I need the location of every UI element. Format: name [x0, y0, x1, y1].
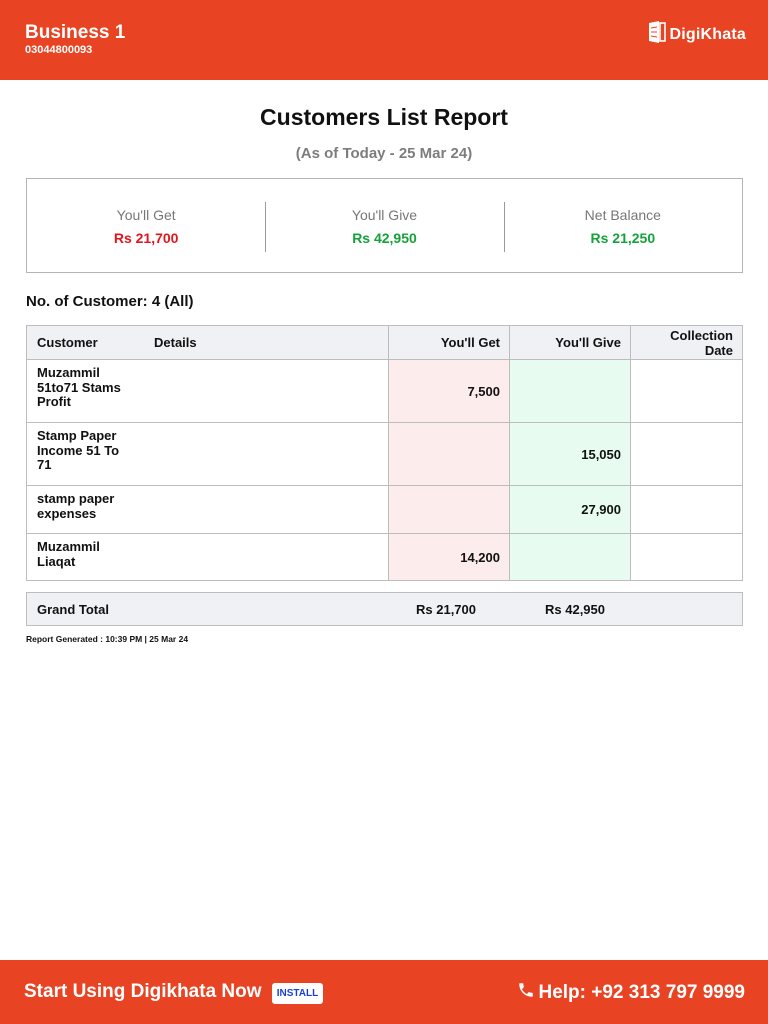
summary-box	[26, 178, 743, 273]
customer-details	[144, 423, 389, 486]
phone-icon	[517, 981, 535, 1005]
col-customer: Customer	[27, 326, 145, 360]
customer-details	[144, 360, 389, 423]
table-header-row	[27, 326, 743, 360]
row-give: 27,900	[510, 486, 631, 534]
footer-banner	[0, 960, 768, 1024]
row-collection-date	[631, 360, 743, 423]
customers-table	[26, 325, 743, 581]
row-collection-date	[631, 534, 743, 581]
customer-name: stamp paper expenses	[27, 486, 145, 534]
report-subtitle: (As of Today - 25 Mar 24)	[295, 145, 473, 162]
summary-get	[27, 179, 265, 272]
report-header	[0, 0, 768, 80]
grand-total-get: Rs 21,700	[416, 602, 476, 617]
table-row	[27, 534, 743, 581]
customer-name: Muzammil 51to71 Stams Profit	[27, 360, 145, 423]
business-phone: 03044800093	[25, 44, 93, 56]
customer-count: No. of Customer: 4 (All)	[26, 293, 194, 310]
grand-total-label: Grand Total	[37, 602, 109, 617]
business-name: Business 1	[25, 22, 126, 43]
summary-get-value: Rs 21,700	[113, 230, 179, 246]
digikhata-logo-icon	[648, 20, 666, 49]
summary-give-value: Rs 42,950	[352, 230, 417, 246]
table-row	[27, 486, 743, 534]
summary-give	[265, 179, 503, 272]
customer-name: Muzammil Liaqat	[27, 534, 145, 581]
help-link[interactable]	[517, 981, 745, 1005]
row-get: 14,200	[389, 534, 510, 581]
table-row	[27, 423, 743, 486]
brand-logo	[648, 20, 746, 49]
help-text: Help: +92 313 797 9999	[538, 982, 745, 1003]
row-collection-date	[631, 423, 743, 486]
customer-details	[144, 486, 389, 534]
col-get: You'll Get	[389, 326, 510, 360]
row-give	[510, 360, 631, 423]
summary-give-label: You'll Give	[351, 207, 418, 223]
brand-name: DigiKhata	[669, 25, 746, 43]
summary-net-value: Rs 21,250	[590, 230, 656, 246]
row-get: 7,500	[389, 360, 510, 423]
summary-net-label: Net Balance	[584, 207, 661, 223]
customer-details	[144, 534, 389, 581]
row-give	[510, 534, 631, 581]
summary-get-label: You'll Get	[116, 207, 176, 223]
col-collection-date: Collection Date	[631, 326, 743, 360]
grand-total-give: Rs 42,950	[545, 602, 605, 617]
report-generated: Report Generated : 10:39 PM | 25 Mar 24	[26, 634, 189, 644]
col-give: You'll Give	[510, 326, 631, 360]
table-row	[27, 360, 743, 423]
row-get	[389, 423, 510, 486]
row-get	[389, 486, 510, 534]
customer-name: Stamp Paper Income 51 To 71	[27, 423, 145, 486]
report-title: Customers List Report	[260, 104, 508, 130]
install-button[interactable]: INSTALL	[272, 983, 323, 1004]
grand-total-row	[26, 592, 743, 626]
summary-net	[504, 179, 742, 272]
row-collection-date	[631, 486, 743, 534]
cta-text: Start Using Digikhata Now	[24, 981, 262, 1002]
row-give: 15,050	[510, 423, 631, 486]
col-details: Details	[144, 326, 389, 360]
